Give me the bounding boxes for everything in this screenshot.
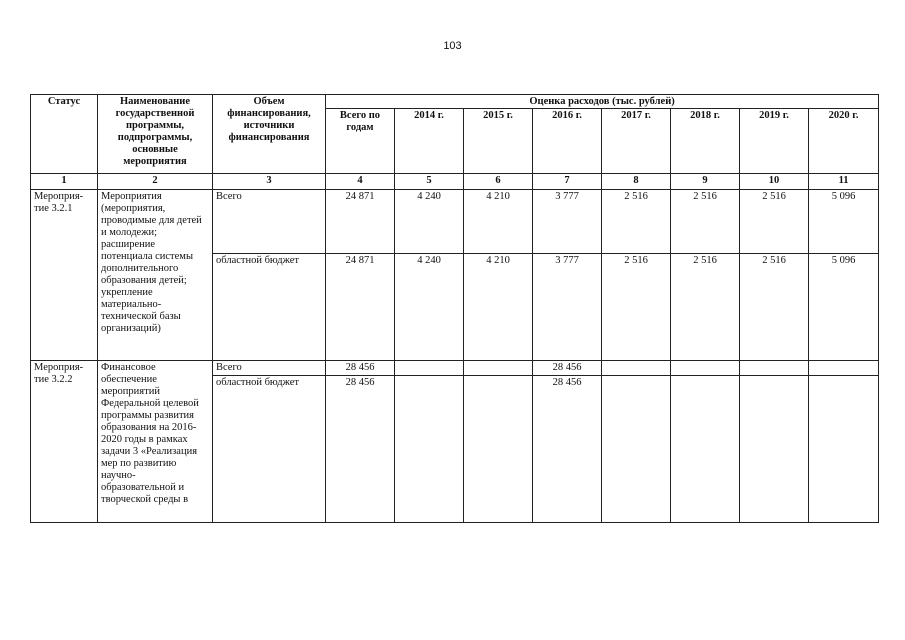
column-number: 1 bbox=[31, 174, 98, 190]
year-value: 28 456 bbox=[533, 376, 602, 523]
year-value bbox=[464, 361, 533, 376]
header-name: Наименование государственной программы, подпрограммы, основные мероприятия bbox=[98, 95, 213, 174]
header-status: Статус bbox=[31, 95, 98, 174]
column-number-row bbox=[31, 174, 879, 190]
header-year: 2017 г. bbox=[602, 109, 671, 174]
column-number: 10 bbox=[740, 174, 809, 190]
header-total: Всего по годам bbox=[326, 109, 395, 174]
funding-source: Всего bbox=[213, 361, 326, 376]
funding-source: областной бюджет bbox=[213, 254, 326, 361]
table-row bbox=[31, 190, 879, 254]
year-value bbox=[809, 376, 879, 523]
year-value: 5 096 bbox=[809, 190, 879, 254]
year-value: 3 777 bbox=[533, 190, 602, 254]
header-year: 2020 г. bbox=[809, 109, 879, 174]
column-number: 9 bbox=[671, 174, 740, 190]
column-number: 3 bbox=[213, 174, 326, 190]
header-year: 2014 г. bbox=[395, 109, 464, 174]
total-value: 24 871 bbox=[326, 254, 395, 361]
year-value: 2 516 bbox=[602, 190, 671, 254]
year-value bbox=[464, 376, 533, 523]
year-value bbox=[740, 361, 809, 376]
year-value: 28 456 bbox=[533, 361, 602, 376]
year-value bbox=[740, 376, 809, 523]
funding-source: Всего bbox=[213, 190, 326, 254]
column-number: 4 bbox=[326, 174, 395, 190]
header-row-group bbox=[31, 95, 879, 109]
row-status: Мероприя-тие 3.2.2 bbox=[31, 361, 98, 523]
total-value: 24 871 bbox=[326, 190, 395, 254]
header-year: 2018 г. bbox=[671, 109, 740, 174]
header-estimate: Оценка расходов (тыс. рублей) bbox=[326, 95, 879, 109]
column-number: 7 bbox=[533, 174, 602, 190]
year-value: 2 516 bbox=[671, 254, 740, 361]
year-value: 4 240 bbox=[395, 190, 464, 254]
year-value: 2 516 bbox=[740, 190, 809, 254]
funding-source: областной бюджет bbox=[213, 376, 326, 523]
year-value: 2 516 bbox=[671, 190, 740, 254]
year-value bbox=[602, 361, 671, 376]
year-value: 4 240 bbox=[395, 254, 464, 361]
year-value bbox=[395, 376, 464, 523]
year-value: 4 210 bbox=[464, 254, 533, 361]
year-value bbox=[395, 361, 464, 376]
year-value: 2 516 bbox=[740, 254, 809, 361]
budget-table bbox=[30, 94, 879, 523]
year-value: 3 777 bbox=[533, 254, 602, 361]
column-number: 6 bbox=[464, 174, 533, 190]
year-value bbox=[671, 376, 740, 523]
header-year: 2019 г. bbox=[740, 109, 809, 174]
page-number: 103 bbox=[443, 40, 462, 52]
total-value: 28 456 bbox=[326, 376, 395, 523]
column-number: 8 bbox=[602, 174, 671, 190]
year-value: 5 096 bbox=[809, 254, 879, 361]
year-value bbox=[671, 361, 740, 376]
year-value bbox=[809, 361, 879, 376]
row-name: Финансовое обеспечение мероприятий Федеральной целевой программы развития образования на 2016-2020 годы в рамках задачи 3 «Реализация мер по развитию научно-образовательной и творческой среды в bbox=[98, 361, 213, 523]
header-year: 2015 г. bbox=[464, 109, 533, 174]
year-value: 4 210 bbox=[464, 190, 533, 254]
table-row bbox=[31, 361, 879, 376]
header-volume: Объем финансирования, источники финансирования bbox=[213, 95, 326, 174]
year-value bbox=[602, 376, 671, 523]
column-number: 11 bbox=[809, 174, 879, 190]
column-number: 5 bbox=[395, 174, 464, 190]
row-name: Мероприятия (мероприятия, проводимые для детей и молодежи; расширение потенциала системы дополнительного образования детей; укрепление материально-технической базы организаций) bbox=[98, 190, 213, 361]
column-number: 2 bbox=[98, 174, 213, 190]
total-value: 28 456 bbox=[326, 361, 395, 376]
year-value: 2 516 bbox=[602, 254, 671, 361]
row-status: Мероприя-тие 3.2.1 bbox=[31, 190, 98, 361]
header-year: 2016 г. bbox=[533, 109, 602, 174]
